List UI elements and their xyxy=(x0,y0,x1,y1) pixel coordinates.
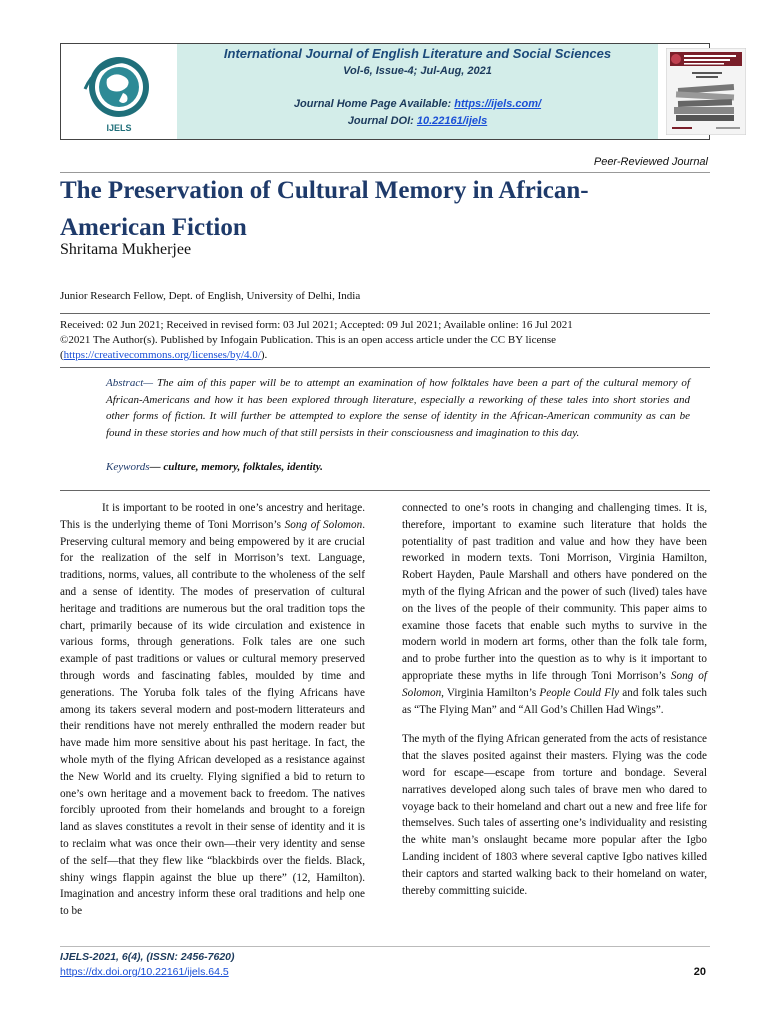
body-text: It is important to be rooted in one’s ancestry and heritage. This is the underlying theme of Toni Morrison’s xyxy=(60,502,365,531)
keywords xyxy=(106,461,323,473)
journal-header xyxy=(60,43,710,140)
abstract-text: The aim of this paper will be to attempt an examination of how folktales have been a part of the cultural memory of African-Americans and how it has been explored through literature, especially a reworking of these tales into short stories and other forms of fiction. It will further be attempted to explore the sense of identity in the African-American community as can be found in these stories and how much of that still persists in their consciousness and imagination to this day. xyxy=(106,377,690,439)
journal-name: International Journal of English Literature and Social Sciences xyxy=(223,46,612,61)
body-text: connected to one’s roots in changing and challenging times. It is, therefore, important to examine such literature that holds the potentiality of past tradition and value and how they have been reworked in modern texts. Toni Morrison, Virginia Hamilton, Robert Hayden, Paule Marshall and others have pondered on the myth of the flying African and the power of such (lived) tales have on the lives of the people of their community. This paper aims to examine those facets that enable such myths to survive in the modern world in modern art forms, other than the folk tale form, and to probe further into the question as to why is it important to appropriate these myths in life through Toni Morrison’s xyxy=(402,502,707,682)
logo-text: IJELS xyxy=(106,123,132,133)
peer-reviewed-label: Peer-Reviewed Journal xyxy=(593,156,708,168)
journal-info-panel xyxy=(177,44,658,139)
copyright-line: ©2021 The Author(s). Published by Infogain Publication. This is an open access article under the CC BY license xyxy=(60,334,557,346)
journal-doi-line xyxy=(177,115,658,127)
footer-divider xyxy=(60,946,710,947)
journal-home-line xyxy=(177,98,658,110)
journal-logo xyxy=(71,49,167,135)
article-title: The Preservation of Cultural Memory in African-American Fiction xyxy=(60,177,589,241)
body-text: Virginia Hamilton’s xyxy=(443,686,540,699)
body-title-ref: Song of Solomon xyxy=(284,518,363,531)
doi-label: Journal DOI: xyxy=(347,115,417,127)
body-title-ref: People Could Fly xyxy=(539,686,620,699)
author-affiliation: Junior Research Fellow, Dept. of English, University of Delhi, India xyxy=(60,290,361,302)
divider xyxy=(60,313,710,314)
keywords-value: — culture, memory, folktales, identity. xyxy=(149,461,323,473)
journal-volume: Vol-6, Issue-4; Jul-Aug, 2021 xyxy=(343,65,492,77)
footer-citation: IJELS-2021, 6(4), (ISSN: 2456-7620) xyxy=(60,951,235,963)
body-paragraph xyxy=(60,500,365,920)
license-link[interactable]: https://creativecommons.org/licenses/by/4.0/ xyxy=(63,349,261,361)
footer-doi-link[interactable]: https://dx.doi.org/10.22161/ijels.64.5 xyxy=(60,966,229,978)
license-open: ( xyxy=(60,349,64,361)
divider xyxy=(60,367,710,368)
journal-cover-image xyxy=(666,48,746,135)
page-number: 20 xyxy=(693,966,706,978)
abstract xyxy=(106,375,690,441)
body-text: and folk tales such as “The Flying Man” and “All God’s Chillen Had Wings”. xyxy=(402,686,708,716)
body-text: . Preserving cultural memory and being empowered by it are crucial for the realization of the self in Morrison’s text. Language, traditions, norms, values, all contribute to the wholeness of the self and a sense of identity. The modes of preservation of cultural heritage and traditions are numerous but the oral tradition tops the chart, primarily because of its wide circulation and existence in various forms, through generations. Folk tales are one such example of past traditions or values or cultural memory preserved through words and fascinating fables, moulded by time and generations. The Yoruba folk tales of the flying Africans have among its takers several modern and post-modern litterateurs and their renditions have not merely enthralled the modern reader but have made him more sensitive about his past heritage. In fact, the whole myth of the flying African developed as a resistance against the New World and its cruelty. Flying signified a bid to return to one’s own heritage and a movement back to freedom. The natives forcibly uprooted from their homelands and brought to a foreign land as slaves constitutes a revolt in their sense of identity and it is to reclaim what was once their own—their very identity and sense of the self—that they flew like “blackbirds over the fields. Black, shiny wings flappin against the blue up there” (12, Hamilton). Imagination and ancestry inform these oral traditions and help one to be xyxy=(60,518,365,918)
license-line xyxy=(60,348,710,363)
abstract-label: Abstract— xyxy=(106,377,154,389)
license-close: ). xyxy=(260,349,268,361)
home-link[interactable]: https://ijels.com/ xyxy=(454,98,542,110)
body-column-left xyxy=(60,500,365,920)
divider xyxy=(60,490,710,491)
doi-link[interactable]: 10.22161/ijels xyxy=(416,115,488,127)
body-paragraph xyxy=(402,500,707,718)
body-column-right xyxy=(402,500,707,899)
body-paragraph: The myth of the flying African generated from the acts of resistance that the slaves posited against their masters. Flying was the code word for escape—escape from torture and bondage. Several narratives developed along such tales of brave men who dared to voyage back to their homeland and chart out a new and free life for themselves. Such tales of asserting one’s individuality and resisting the white man’s onslaught became more popular after the Igbo Landing incident of 1803 where several captive Igbo natives killed their captors and started walking back to their homeland on water, thereby committing suicide. xyxy=(402,733,707,897)
received-dates: Received: 02 Jun 2021; Received in revised form: 03 Jul 2021; Accepted: 09 Jul 2021; Available online: 16 Jul 2021 xyxy=(60,319,573,331)
keywords-label: Keywords xyxy=(106,461,150,473)
publication-info xyxy=(60,318,710,363)
home-label: Journal Home Page Available: xyxy=(293,98,455,110)
article-author: Shritama Mukherjee xyxy=(60,241,192,258)
body-title-ref: Song of Solomon, xyxy=(402,669,707,699)
